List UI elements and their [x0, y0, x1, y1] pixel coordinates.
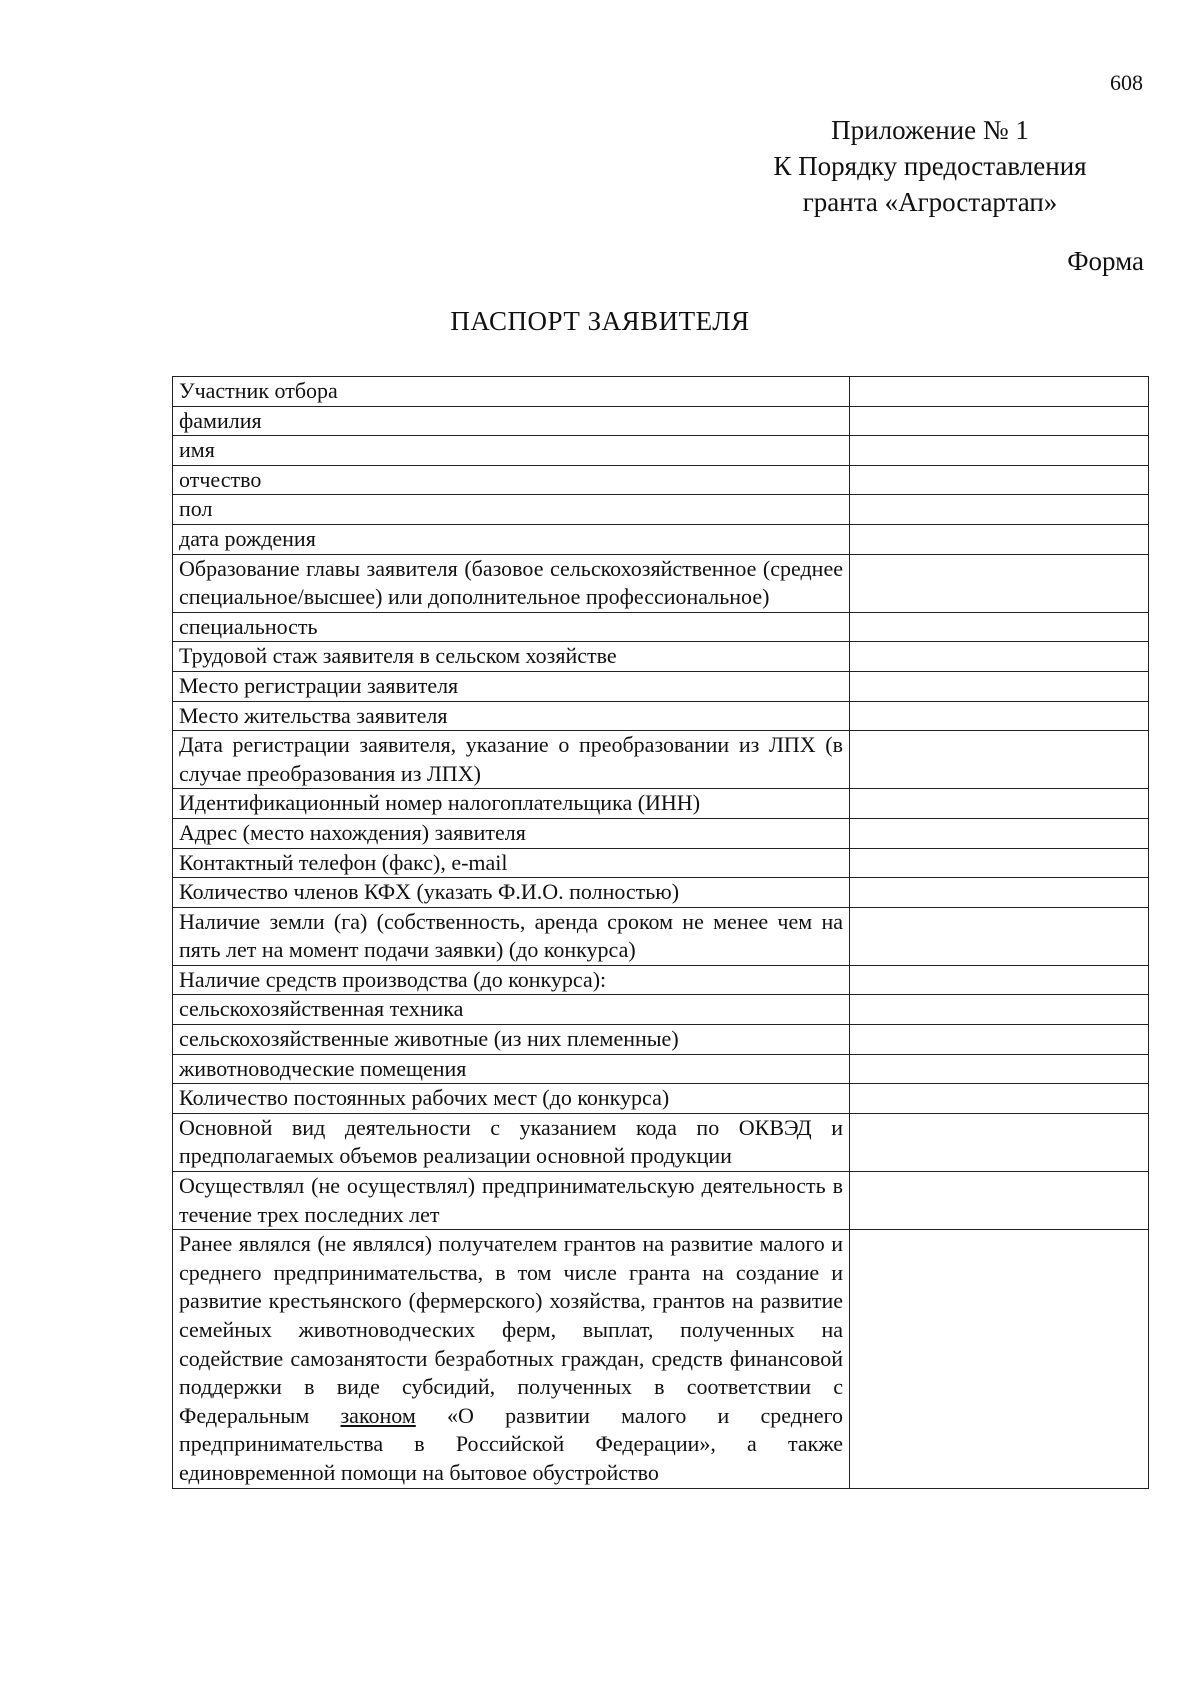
row-label: пол [173, 495, 850, 525]
table-row [173, 995, 1149, 1025]
table-row [173, 1054, 1149, 1084]
federal-law-link[interactable]: законом [340, 1402, 416, 1428]
table-row [173, 731, 1149, 789]
table-row [173, 907, 1149, 965]
row-label: специальность [173, 612, 850, 642]
row-value-field[interactable] [850, 524, 1149, 554]
row-label: Дата регистрации заявителя, указание о преобразовании из ЛПХ (в случае преобразования из ЛПХ) [173, 731, 850, 789]
table-row [173, 1172, 1149, 1230]
row-value-field[interactable] [850, 1084, 1149, 1114]
row-label: отчество [173, 465, 850, 495]
appendix-line-1: Приложение № 1 [831, 115, 1029, 145]
row-label: Основной вид деятельности с указанием кода по ОКВЭД и предполагаемых объемов реализации основной продукции [173, 1113, 850, 1171]
page-number: 608 [1110, 70, 1143, 95]
row-value-field[interactable] [850, 818, 1149, 848]
table-row [173, 612, 1149, 642]
row-label: Осуществлял (не осуществлял) предпринимательскую деятельность в течение трех последних лет [173, 1172, 850, 1230]
table-row [173, 554, 1149, 612]
row-label: Место жительства заявителя [173, 701, 850, 731]
row-value-field[interactable] [850, 406, 1149, 436]
row-value-field[interactable] [850, 878, 1149, 908]
row-value-field[interactable] [850, 495, 1149, 525]
row-value-field[interactable] [850, 848, 1149, 878]
row-value-field[interactable] [850, 731, 1149, 789]
table-row [173, 671, 1149, 701]
table-row [173, 495, 1149, 525]
row-label: Количество постоянных рабочих мест (до конкурса) [173, 1084, 850, 1114]
row-label: Наличие средств производства (до конкурса): [173, 965, 850, 995]
row-label: Наличие земли (га) (собственность, аренда сроком не менее чем на пять лет на момент подачи заявки) (до конкурса) [173, 907, 850, 965]
table-row [173, 701, 1149, 731]
row-label: животноводческие помещения [173, 1054, 850, 1084]
form-label: Форма [1067, 246, 1144, 276]
row-label: Трудовой стаж заявителя в сельском хозяйстве [173, 642, 850, 672]
row-label: имя [173, 436, 850, 466]
table-row [173, 377, 1149, 407]
appendix-reference [720, 112, 1140, 220]
row-label: Контактный телефон (факс), e-mail [173, 848, 850, 878]
table-row [173, 1113, 1149, 1171]
row-value-field[interactable] [850, 612, 1149, 642]
row-value-field[interactable] [850, 436, 1149, 466]
row-value-field[interactable] [850, 465, 1149, 495]
table-row [173, 406, 1149, 436]
table-row [173, 1230, 1149, 1488]
row-value-field[interactable] [850, 377, 1149, 407]
row-value-field[interactable] [850, 671, 1149, 701]
row-label: сельскохозяйственная техника [173, 995, 850, 1025]
row-value-field[interactable] [850, 1113, 1149, 1171]
row-value-field[interactable] [850, 554, 1149, 612]
table-row [173, 878, 1149, 908]
appendix-line-2: К Порядку предоставления [773, 151, 1087, 181]
document-title: ПАСПОРТ ЗАЯВИТЕЛЯ [450, 306, 750, 336]
table-row [173, 965, 1149, 995]
row-label: Место регистрации заявителя [173, 671, 850, 701]
row-label: Образование главы заявителя (базовое сельскохозяйственное (среднее специальное/высшее) или дополнительное профессиональное) [173, 554, 850, 612]
appendix-line-3: гранта «Агростартап» [802, 187, 1058, 217]
table-row [173, 789, 1149, 819]
table-row [173, 1025, 1149, 1055]
table-row [173, 436, 1149, 466]
row-label [173, 1230, 850, 1488]
row-label: Количество членов КФХ (указать Ф.И.О. полностью) [173, 878, 850, 908]
row-value-field[interactable] [850, 907, 1149, 965]
passport-table [172, 376, 1149, 1489]
row-value-field[interactable] [850, 995, 1149, 1025]
row-label-text: «О развитии малого и среднего предпринимательства в Российской Федерации», а также единовременной помощи на бытовое обустройство [179, 1402, 843, 1485]
table-row [173, 642, 1149, 672]
row-label: сельскохозяйственные животные (из них племенные) [173, 1025, 850, 1055]
row-label: Адрес (место нахождения) заявителя [173, 818, 850, 848]
row-value-field[interactable] [850, 789, 1149, 819]
row-label: фамилия [173, 406, 850, 436]
row-value-field[interactable] [850, 1025, 1149, 1055]
table-row [173, 818, 1149, 848]
row-value-field[interactable] [850, 1172, 1149, 1230]
row-value-field[interactable] [850, 1054, 1149, 1084]
row-value-field[interactable] [850, 642, 1149, 672]
passport-table-body [173, 377, 1149, 1489]
row-label: Идентификационный номер налогоплательщика (ИНН) [173, 789, 850, 819]
table-row [173, 848, 1149, 878]
row-value-field[interactable] [850, 965, 1149, 995]
row-label: дата рождения [173, 524, 850, 554]
row-label: Участник отбора [173, 377, 850, 407]
table-row [173, 465, 1149, 495]
table-row [173, 1084, 1149, 1114]
row-label-text: Ранее являлся (не являлся) получателем грантов на развитие малого и среднего предпринимательства, в том числе гранта на создание и развитие крестьянского (фермерского) хозяйства, грантов на развитие семейных животноводческих ферм, выплат, полученных на содействие самозанятости безработных граждан, средств финансовой поддержки в виде субсидий, полученных в соответствии с Федеральным [179, 1231, 843, 1428]
row-value-field[interactable] [850, 1230, 1149, 1488]
row-value-field[interactable] [850, 701, 1149, 731]
table-row [173, 524, 1149, 554]
